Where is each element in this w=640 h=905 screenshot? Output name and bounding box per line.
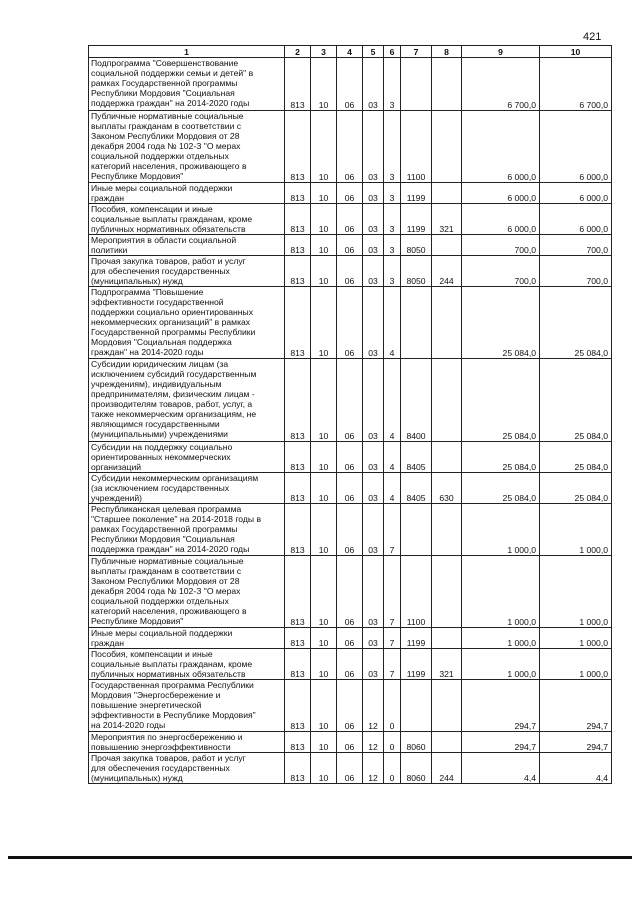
row-name-cell: Иные меры социальной поддержки граждан [89, 183, 285, 204]
row-c7-cell [401, 504, 432, 556]
column-header: 2 [285, 46, 311, 58]
row-name-cell: Прочая закупка товаров, работ и услуг для обеспечения государственных (муниципальных) нужд [89, 753, 285, 784]
row-c5-cell: 03 [363, 649, 384, 680]
row-c2-cell: 813 [285, 58, 311, 111]
row-c5-cell: 03 [363, 183, 384, 204]
table-row [89, 359, 612, 442]
row-c5-cell: 03 [363, 442, 384, 473]
row-c8-cell [432, 111, 462, 183]
row-c3-cell: 10 [311, 556, 337, 628]
row-name-cell: Субсидии на поддержку социально ориентированных некоммерческих организаций [89, 442, 285, 473]
row-c2-cell: 813 [285, 442, 311, 473]
row-c5-cell: 12 [363, 680, 384, 732]
table-row [89, 287, 612, 359]
row-c9-cell: 1 000,0 [462, 628, 540, 649]
row-c5-cell: 03 [363, 359, 384, 442]
row-c6-cell: 4 [384, 359, 401, 442]
table-row [89, 183, 612, 204]
row-c7-cell [401, 287, 432, 359]
row-c9-cell: 25 084,0 [462, 359, 540, 442]
row-c3-cell: 10 [311, 732, 337, 753]
row-c4-cell: 06 [337, 732, 363, 753]
row-name-cell: Республиканская целевая программа "Старшее поколение" на 2014-2018 годы в рамках Государственной программы Республики Мордовия "Социальная поддержка граждан" на 2014-2020 годы [89, 504, 285, 556]
row-c9-cell: 700,0 [462, 256, 540, 287]
row-c5-cell: 03 [363, 235, 384, 256]
row-c7-cell: 1100 [401, 556, 432, 628]
row-c2-cell: 813 [285, 732, 311, 753]
table-row [89, 753, 612, 784]
row-c2-cell: 813 [285, 256, 311, 287]
row-c4-cell: 06 [337, 473, 363, 504]
row-c6-cell: 7 [384, 504, 401, 556]
row-c8-cell [432, 58, 462, 111]
row-c6-cell: 0 [384, 732, 401, 753]
row-c6-cell: 4 [384, 442, 401, 473]
row-c8-cell [432, 359, 462, 442]
table-row [89, 204, 612, 235]
table-row [89, 556, 612, 628]
budget-table [88, 45, 612, 784]
row-c8-cell: 630 [432, 473, 462, 504]
row-c3-cell: 10 [311, 183, 337, 204]
row-c9-cell: 700,0 [462, 235, 540, 256]
bottom-rule [8, 856, 632, 859]
row-c2-cell: 813 [285, 183, 311, 204]
row-c8-cell [432, 442, 462, 473]
row-c5-cell: 03 [363, 473, 384, 504]
row-c10-cell: 1 000,0 [540, 628, 612, 649]
row-c7-cell: 1199 [401, 649, 432, 680]
table-header-row [89, 46, 612, 58]
row-c8-cell: 321 [432, 204, 462, 235]
row-c10-cell: 1 000,0 [540, 504, 612, 556]
row-c2-cell: 813 [285, 473, 311, 504]
column-header: 4 [337, 46, 363, 58]
row-name-cell: Иные меры социальной поддержки граждан [89, 628, 285, 649]
row-c9-cell: 6 000,0 [462, 204, 540, 235]
row-c2-cell: 813 [285, 504, 311, 556]
table-row [89, 473, 612, 504]
row-c7-cell: 1199 [401, 628, 432, 649]
row-c9-cell: 6 700,0 [462, 58, 540, 111]
row-c5-cell: 03 [363, 556, 384, 628]
row-c5-cell: 03 [363, 204, 384, 235]
column-header: 9 [462, 46, 540, 58]
row-c5-cell: 03 [363, 287, 384, 359]
row-name-cell: Пособия, компенсации и иные социальные выплаты гражданам, кроме публичных нормативных обязательств [89, 204, 285, 235]
row-name-cell: Мероприятия по энергосбережению и повышению энергоэффективности [89, 732, 285, 753]
row-c4-cell: 06 [337, 556, 363, 628]
row-c8-cell [432, 680, 462, 732]
row-c10-cell: 294,7 [540, 680, 612, 732]
column-header: 8 [432, 46, 462, 58]
column-header: 7 [401, 46, 432, 58]
row-c8-cell [432, 235, 462, 256]
row-c10-cell: 1 000,0 [540, 556, 612, 628]
table-row [89, 504, 612, 556]
row-c8-cell [432, 183, 462, 204]
row-c9-cell: 4,4 [462, 753, 540, 784]
row-c7-cell: 8050 [401, 256, 432, 287]
row-c10-cell: 25 084,0 [540, 287, 612, 359]
row-c3-cell: 10 [311, 58, 337, 111]
row-name-cell: Государственная программа Республики Мордовия "Энергосбережение и повышение энергетической эффективности в Республике Мордовия" на 2014-2020 годы [89, 680, 285, 732]
row-c7-cell: 8050 [401, 235, 432, 256]
row-c10-cell: 6 000,0 [540, 204, 612, 235]
row-c5-cell: 12 [363, 732, 384, 753]
row-c10-cell: 25 084,0 [540, 442, 612, 473]
row-c7-cell: 8060 [401, 753, 432, 784]
row-c8-cell: 244 [432, 256, 462, 287]
row-c10-cell: 25 084,0 [540, 473, 612, 504]
row-c10-cell: 6 000,0 [540, 111, 612, 183]
row-c3-cell: 10 [311, 287, 337, 359]
row-c9-cell: 1 000,0 [462, 649, 540, 680]
row-name-cell: Подпрограмма "Совершенствование социальной поддержки семьи и детей" в рамках Государственной программы Республики Мордовия "Социальная поддержка граждан" на 2014-2020 годы [89, 58, 285, 111]
table-row [89, 256, 612, 287]
row-c9-cell: 25 084,0 [462, 442, 540, 473]
row-c7-cell: 8060 [401, 732, 432, 753]
row-c8-cell [432, 628, 462, 649]
row-c9-cell: 25 084,0 [462, 473, 540, 504]
row-c2-cell: 813 [285, 111, 311, 183]
row-c2-cell: 813 [285, 359, 311, 442]
row-c10-cell: 294,7 [540, 732, 612, 753]
row-c6-cell: 3 [384, 256, 401, 287]
row-c4-cell: 06 [337, 504, 363, 556]
row-c6-cell: 7 [384, 628, 401, 649]
row-c3-cell: 10 [311, 442, 337, 473]
row-c10-cell: 4,4 [540, 753, 612, 784]
row-c6-cell: 0 [384, 680, 401, 732]
table-row [89, 732, 612, 753]
row-name-cell: Публичные нормативные социальные выплаты гражданам в соответствии с Законом Республики Мордовия от 28 декабря 2004 года № 102-З "О мерах социальной поддержки отдельных категорий населения, проживающего в Республике Мордовия" [89, 556, 285, 628]
row-c2-cell: 813 [285, 753, 311, 784]
table-row [89, 649, 612, 680]
row-c8-cell [432, 504, 462, 556]
row-c3-cell: 10 [311, 680, 337, 732]
row-c2-cell: 813 [285, 204, 311, 235]
row-c7-cell: 1199 [401, 183, 432, 204]
row-c8-cell: 244 [432, 753, 462, 784]
row-name-cell: Субсидии юридическим лицам (за исключением субсидий государственным учреждениям), индивидуальным предпринимателям, физическим лицам - производителям товаров, работ, услуг, а также некоммерческим организациям, не являющимся государственными (муниципальными) учреждениями [89, 359, 285, 442]
row-c6-cell: 3 [384, 235, 401, 256]
row-c10-cell: 6 700,0 [540, 58, 612, 111]
table-row [89, 111, 612, 183]
row-c7-cell [401, 58, 432, 111]
row-c7-cell: 1199 [401, 204, 432, 235]
column-header: 5 [363, 46, 384, 58]
table-row [89, 442, 612, 473]
row-c3-cell: 10 [311, 235, 337, 256]
row-c8-cell: 321 [432, 649, 462, 680]
row-c3-cell: 10 [311, 111, 337, 183]
row-c3-cell: 10 [311, 204, 337, 235]
row-c3-cell: 10 [311, 473, 337, 504]
row-c7-cell: 8405 [401, 442, 432, 473]
row-c9-cell: 6 000,0 [462, 111, 540, 183]
row-c6-cell: 4 [384, 287, 401, 359]
row-c10-cell: 700,0 [540, 256, 612, 287]
row-name-cell: Субсидии некоммерческим организациям (за исключением государственных учреждений) [89, 473, 285, 504]
row-c2-cell: 813 [285, 556, 311, 628]
row-c4-cell: 06 [337, 359, 363, 442]
row-c5-cell: 12 [363, 753, 384, 784]
row-c6-cell: 3 [384, 204, 401, 235]
row-c8-cell [432, 732, 462, 753]
row-c3-cell: 10 [311, 753, 337, 784]
row-c7-cell: 1100 [401, 111, 432, 183]
row-c5-cell: 03 [363, 111, 384, 183]
row-c4-cell: 06 [337, 680, 363, 732]
table-row [89, 58, 612, 111]
row-c6-cell: 7 [384, 649, 401, 680]
row-c7-cell: 8405 [401, 473, 432, 504]
table-row [89, 680, 612, 732]
row-c3-cell: 10 [311, 504, 337, 556]
row-c7-cell [401, 680, 432, 732]
row-c3-cell: 10 [311, 256, 337, 287]
row-c2-cell: 813 [285, 235, 311, 256]
row-name-cell: Подпрограмма "Повышение эффективности государственной поддержки социально ориентированных некоммерческих организаций" в рамках Государственной программы Республики Мордовия "Социальная поддержка граждан" на 2014-2020 годы [89, 287, 285, 359]
row-c4-cell: 06 [337, 628, 363, 649]
row-c10-cell: 1 000,0 [540, 649, 612, 680]
row-c6-cell: 3 [384, 58, 401, 111]
row-c4-cell: 06 [337, 183, 363, 204]
row-c5-cell: 03 [363, 58, 384, 111]
row-c9-cell: 1 000,0 [462, 556, 540, 628]
table-row [89, 235, 612, 256]
row-c5-cell: 03 [363, 504, 384, 556]
row-c9-cell: 1 000,0 [462, 504, 540, 556]
row-c10-cell: 25 084,0 [540, 359, 612, 442]
row-c4-cell: 06 [337, 235, 363, 256]
row-c2-cell: 813 [285, 649, 311, 680]
row-c9-cell: 6 000,0 [462, 183, 540, 204]
row-c3-cell: 10 [311, 359, 337, 442]
row-c6-cell: 3 [384, 183, 401, 204]
row-name-cell: Публичные нормативные социальные выплаты гражданам в соответствии с Законом Республики Мордовия от 28 декабря 2004 года № 102-З "О мерах социальной поддержки отдельных категорий населения, проживающего в Республике Мордовия" [89, 111, 285, 183]
row-c10-cell: 700,0 [540, 235, 612, 256]
row-c5-cell: 03 [363, 256, 384, 287]
row-c6-cell: 3 [384, 111, 401, 183]
row-c10-cell: 6 000,0 [540, 183, 612, 204]
row-c2-cell: 813 [285, 628, 311, 649]
row-c4-cell: 06 [337, 58, 363, 111]
row-c2-cell: 813 [285, 680, 311, 732]
page-number: 421 [583, 31, 602, 43]
row-c3-cell: 10 [311, 628, 337, 649]
row-c4-cell: 06 [337, 287, 363, 359]
row-c4-cell: 06 [337, 111, 363, 183]
row-c4-cell: 06 [337, 256, 363, 287]
row-c8-cell [432, 287, 462, 359]
row-c8-cell [432, 556, 462, 628]
row-c2-cell: 813 [285, 287, 311, 359]
row-c5-cell: 03 [363, 628, 384, 649]
row-c6-cell: 0 [384, 753, 401, 784]
table-row [89, 628, 612, 649]
row-c6-cell: 7 [384, 556, 401, 628]
column-header: 10 [540, 46, 612, 58]
row-c6-cell: 4 [384, 473, 401, 504]
row-name-cell: Прочая закупка товаров, работ и услуг для обеспечения государственных (муниципальных) нужд [89, 256, 285, 287]
row-c9-cell: 294,7 [462, 680, 540, 732]
row-c9-cell: 294,7 [462, 732, 540, 753]
row-name-cell: Мероприятия в области социальной политики [89, 235, 285, 256]
column-header: 1 [89, 46, 285, 58]
row-c3-cell: 10 [311, 649, 337, 680]
row-c4-cell: 06 [337, 649, 363, 680]
row-c4-cell: 06 [337, 442, 363, 473]
column-header: 6 [384, 46, 401, 58]
row-c4-cell: 06 [337, 204, 363, 235]
row-c7-cell: 8400 [401, 359, 432, 442]
row-c9-cell: 25 084,0 [462, 287, 540, 359]
row-c4-cell: 06 [337, 753, 363, 784]
column-header: 3 [311, 46, 337, 58]
row-name-cell: Пособия, компенсации и иные социальные выплаты гражданам, кроме публичных нормативных обязательств [89, 649, 285, 680]
